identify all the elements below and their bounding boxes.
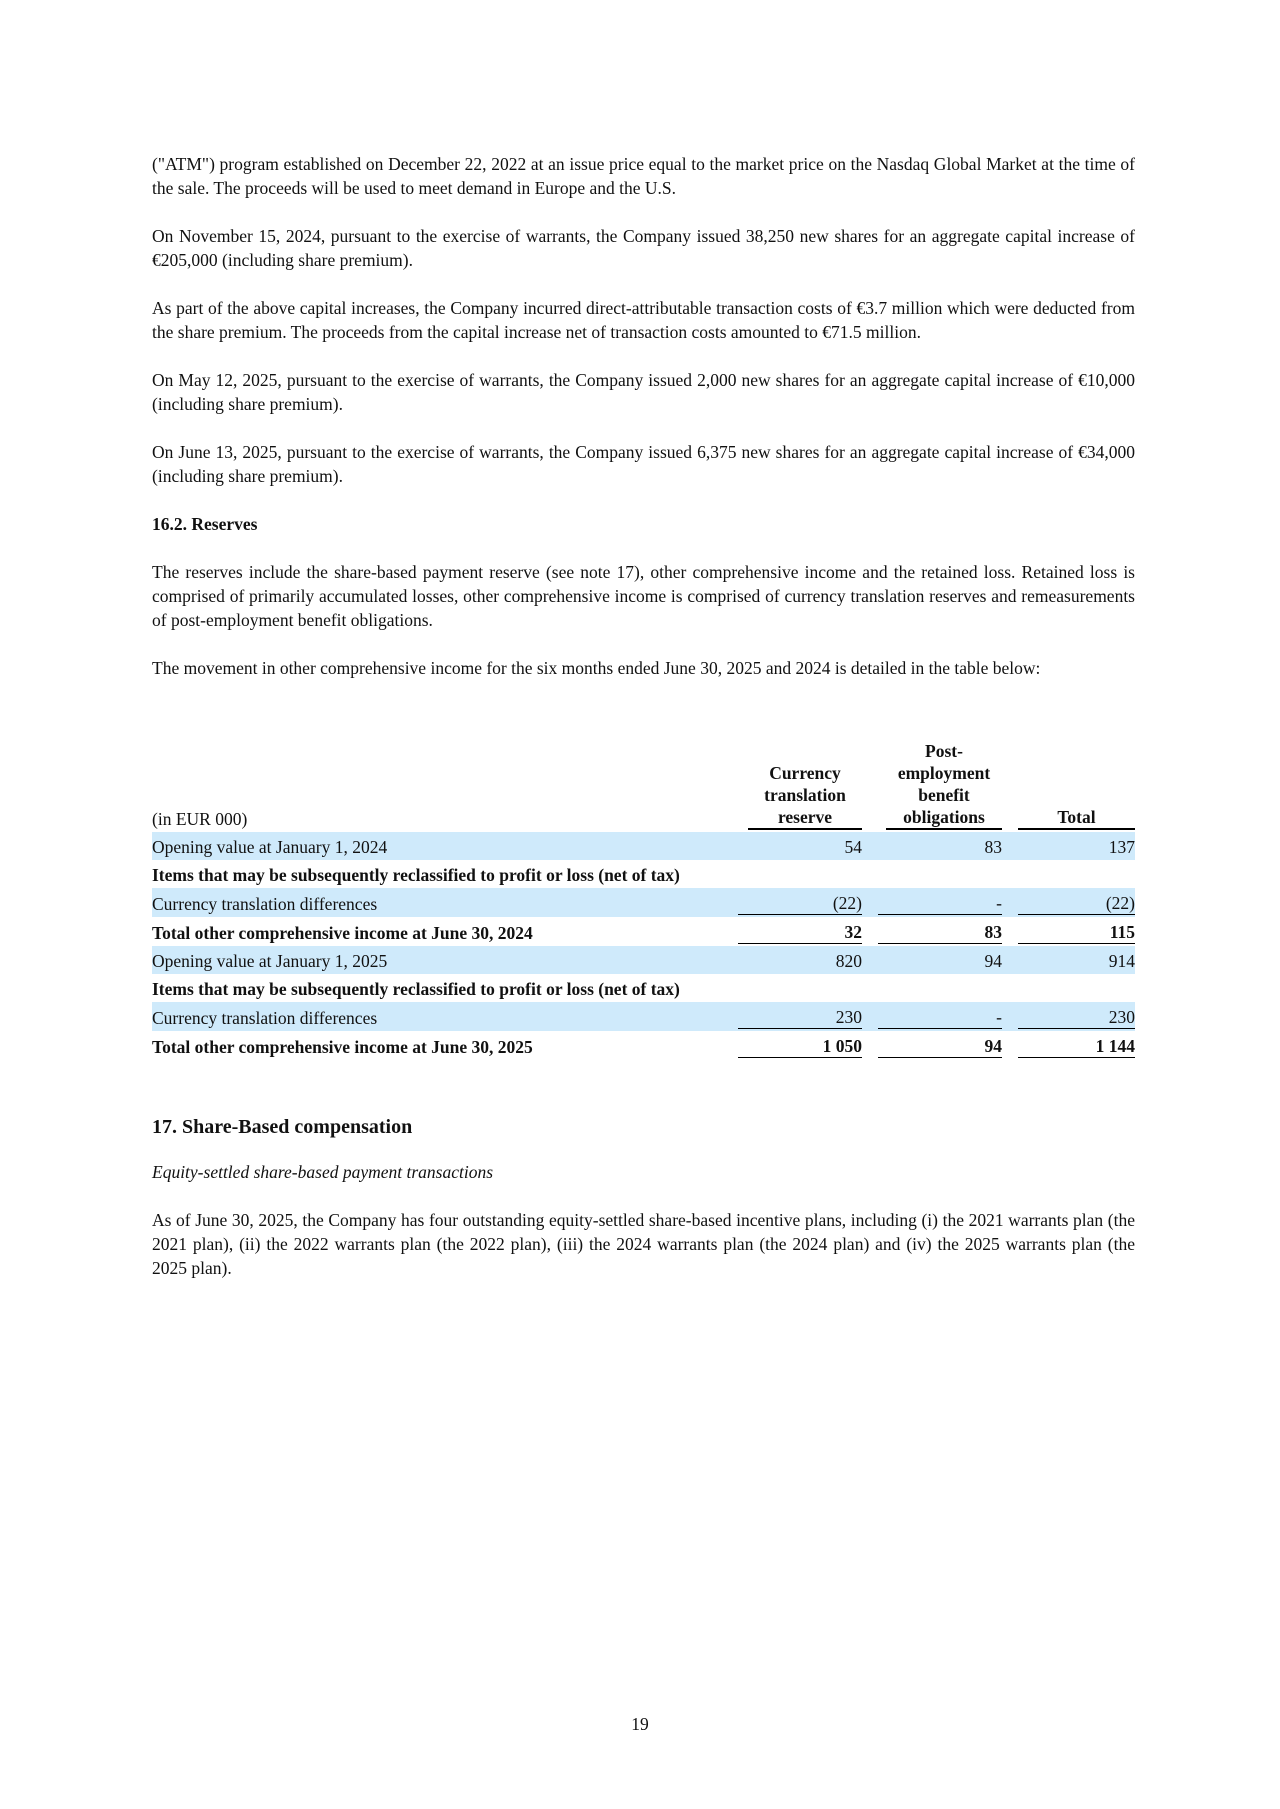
cell-post-employment <box>862 860 1002 888</box>
cell-currency-translation: 1 050 <box>722 1031 862 1060</box>
cell-currency-translation: 54 <box>722 832 862 860</box>
cell-post-employment <box>862 974 1002 1002</box>
unit-label: (in EUR 000) <box>152 809 248 829</box>
table-row <box>152 946 1135 974</box>
paragraph-june-2025-warrants: On June 13, 2025, pursuant to the exercise of warrants, the Company issued 6,375 new shares for an aggregate capital increase of €34,000 (including share premium). <box>152 442 1135 486</box>
cell-total: 115 <box>1002 917 1135 946</box>
row-label: Total other comprehensive income at June 30, 2024 <box>152 923 533 943</box>
cell-post-employment: - <box>862 888 1002 917</box>
oci-movement-table <box>152 740 1135 1060</box>
share-based-paragraph: As of June 30, 2025, the Company has four outstanding equity-settled share-based incentive plans, including (i) the 2021 warrants plan (the 2021 plan), (ii) the 2022 warrants plan (the 2022 plan), (iii) the 2024 warrants plan (the 2024 plan) and (iv) the 2025 warrants plan (the 2025 plan). <box>152 1210 1135 1278</box>
cell-currency-translation: 230 <box>722 1002 862 1031</box>
table-row <box>152 860 1135 888</box>
paragraph-nov-2024-warrants: On November 15, 2024, pursuant to the exercise of warrants, the Company issued 38,250 new shares for an aggregate capital increase of €205,000 (including share premium). <box>152 226 1135 270</box>
cell-total <box>1002 860 1135 888</box>
cell-currency-translation: 820 <box>722 946 862 974</box>
cell-currency-translation <box>722 860 862 888</box>
row-label: Currency translation differences <box>152 888 722 917</box>
cell-post-employment: 94 <box>862 946 1002 974</box>
cell-total: (22) <box>1002 888 1135 917</box>
reserves-description: The reserves include the share-based payment reserve (see note 17), other comprehensive income and the retained loss. Retained loss is comprised of primarily accumulated losses, other comprehensive income is comprised of currency translation reserves and remeasurements of post-employment benefit obligations. <box>152 562 1135 630</box>
table-row-total <box>152 917 1135 946</box>
row-label: Items that may be subsequently reclassified to profit or loss (net of tax) <box>152 865 680 885</box>
cell-total: 230 <box>1002 1002 1135 1031</box>
cell-total: 914 <box>1002 946 1135 974</box>
row-label: Total other comprehensive income at June 30, 2025 <box>152 1037 533 1057</box>
cell-total <box>1002 974 1135 1002</box>
reserves-table-intro: The movement in other comprehensive income for the six months ended June 30, 2025 and 2024 is detailed in the table below: <box>152 658 1041 678</box>
paragraph-atm-program: ("ATM") program established on December 22, 2022 at an issue price equal to the market price on the Nasdaq Global Market at the time of the sale. The proceeds will be used to meet demand in Europe and the U.S. <box>152 154 1135 198</box>
cell-total: 1 144 <box>1002 1031 1135 1060</box>
reserves-heading: 16.2. Reserves <box>152 514 258 534</box>
share-based-subheading: Equity-settled share-based payment transactions <box>152 1162 494 1182</box>
cell-post-employment: 83 <box>862 917 1002 946</box>
header-currency-translation: Currency translation reserve <box>722 740 862 832</box>
cell-post-employment: 83 <box>862 832 1002 860</box>
table-row <box>152 974 1135 1002</box>
cell-currency-translation <box>722 974 862 1002</box>
document-page <box>152 152 1135 1304</box>
header-post-employment: Post-employment benefit obligations <box>862 740 1002 832</box>
share-based-heading: 17. Share-Based compensation <box>152 1116 413 1138</box>
table-row <box>152 832 1135 860</box>
cell-currency-translation: 32 <box>722 917 862 946</box>
table-header-row <box>152 740 1135 832</box>
page-number: 19 <box>631 1714 649 1734</box>
row-label: Opening value at January 1, 2024 <box>152 832 722 860</box>
header-total: Total <box>1002 740 1135 832</box>
cell-post-employment: 94 <box>862 1031 1002 1060</box>
row-label: Items that may be subsequently reclassified to profit or loss (net of tax) <box>152 979 680 999</box>
table-row <box>152 1002 1135 1031</box>
cell-total: 137 <box>1002 832 1135 860</box>
paragraph-may-2025-warrants: On May 12, 2025, pursuant to the exercise of warrants, the Company issued 2,000 new shares for an aggregate capital increase of €10,000 (including share premium). <box>152 370 1135 414</box>
table-row-total <box>152 1031 1135 1060</box>
paragraph-transaction-costs: As part of the above capital increases, the Company incurred direct-attributable transaction costs of €3.7 million which were deducted from the share premium. The proceeds from the capital increase net of transaction costs amounted to €71.5 million. <box>152 298 1135 342</box>
cell-post-employment: - <box>862 1002 1002 1031</box>
row-label: Opening value at January 1, 2025 <box>152 946 722 974</box>
row-label: Currency translation differences <box>152 1002 722 1031</box>
table-row <box>152 888 1135 917</box>
cell-currency-translation: (22) <box>722 888 862 917</box>
